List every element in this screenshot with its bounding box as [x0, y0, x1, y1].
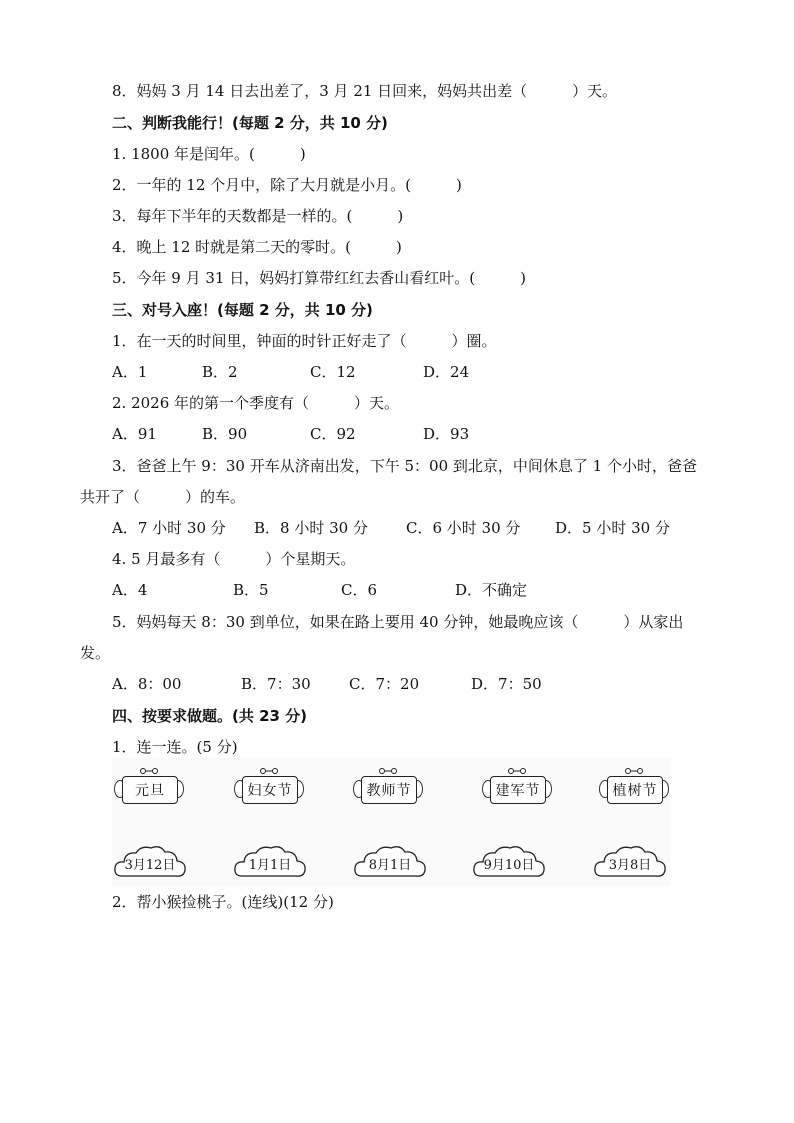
- choice-q1-option-d: D．24: [423, 363, 470, 381]
- choice-q1-option-c: C．12: [310, 363, 356, 381]
- choice-q3-option-a: A．7 小时 30 分: [112, 519, 226, 537]
- choice-q5-option-b: B．7：30: [241, 675, 311, 693]
- matching-question: 1．连一连。(5 分): [112, 738, 238, 756]
- choice-q2: 2. 2026 年的第一个季度有（ ）天。: [112, 394, 400, 412]
- choice-q4: 4. 5 月最多有（ ）个星期天。: [112, 550, 356, 568]
- judge-item-3: 3．每年下半年的天数都是一样的。( ): [112, 207, 404, 225]
- choice-q4-option-b: B．5: [233, 581, 269, 599]
- holiday-label: 妇女节: [242, 776, 298, 804]
- choice-q3-line1: 3．爸爸上午 9：30 开车从济南出发，下午 5：00 到北京，中间休息了 1 个小时，爸爸: [112, 457, 697, 475]
- judge-item-5: 5．今年 9 月 31 日，妈妈打算带红红去香山看红叶。( ): [112, 269, 526, 287]
- choice-q5-option-a: A．8：00: [112, 675, 182, 693]
- holiday-sign-2[interactable]: [234, 764, 304, 808]
- choice-q5-line2: 发。: [80, 644, 111, 662]
- choice-q5-option-c: C．7：20: [349, 675, 420, 693]
- bow-icon: [379, 766, 397, 776]
- choice-q1-option-a: A．1: [112, 363, 148, 381]
- choice-q2-option-c: C．92: [310, 425, 356, 443]
- date-cloud-2[interactable]: [232, 842, 308, 880]
- holiday-sign-5[interactable]: [599, 764, 669, 808]
- date-cloud-4[interactable]: [471, 842, 547, 880]
- date-cloud-1[interactable]: [112, 842, 188, 880]
- choice-q4-option-d: D．不确定: [455, 581, 528, 599]
- choice-q3-option-c: C．6 小时 30 分: [406, 519, 521, 537]
- holiday-label: 教师节: [361, 776, 417, 804]
- holiday-sign-3[interactable]: [353, 764, 423, 808]
- date-label: 3月12日: [124, 857, 176, 873]
- section-4-title: 四、按要求做题。(共 23 分): [112, 707, 308, 725]
- date-label: 1月1日: [248, 857, 292, 873]
- date-label: 8月1日: [368, 857, 412, 873]
- holiday-label: 元旦: [122, 776, 178, 804]
- choice-q4-option-a: A．4: [112, 581, 148, 599]
- judge-item-1: 1. 1800 年是闰年。( ): [112, 145, 306, 163]
- holiday-label: 建军节: [490, 776, 546, 804]
- holiday-sign-4[interactable]: [482, 764, 552, 808]
- choice-q1: 1．在一天的时间里，钟面的时针正好走了（ ）圈。: [112, 332, 497, 350]
- holiday-label: 植树节: [607, 776, 663, 804]
- judge-item-2: 2．一年的 12 个月中，除了大月就是小月。( ): [112, 176, 462, 194]
- date-cloud-3[interactable]: [352, 842, 428, 880]
- choice-q5-option-d: D．7：50: [471, 675, 542, 693]
- section-2-title: 二、判断我能行！(每题 2 分，共 10 分): [112, 114, 388, 132]
- choice-q2-option-a: A．91: [112, 425, 157, 443]
- date-label: 9月10日: [483, 857, 535, 873]
- bow-icon: [260, 766, 278, 776]
- monkey-peach-question: 2．帮小猴捡桃子。(连线)(12 分): [112, 893, 334, 911]
- judge-item-4: 4．晚上 12 时就是第二天的零时。( ): [112, 238, 402, 256]
- choice-q5-line1: 5．妈妈每天 8：30 到单位，如果在路上要用 40 分钟，她最晚应该（ ）从家出: [112, 613, 684, 631]
- date-cloud-5[interactable]: [592, 842, 668, 880]
- matching-panel: [112, 758, 670, 886]
- section-3-title: 三、对号入座！(每题 2 分，共 10 分): [112, 301, 373, 319]
- choice-q3-line2: 共开了（ ）的车。: [80, 488, 246, 506]
- bow-icon: [508, 766, 526, 776]
- choice-q3-option-d: D．5 小时 30 分: [555, 519, 670, 537]
- choice-q1-option-b: B．2: [202, 363, 238, 381]
- choice-q2-option-d: D．93: [423, 425, 470, 443]
- date-label: 3月8日: [608, 857, 652, 873]
- bow-icon: [625, 766, 643, 776]
- bow-icon: [140, 766, 158, 776]
- choice-q4-option-c: C．6: [341, 581, 378, 599]
- question-8: 8．妈妈 3 月 14 日去出差了，3 月 21 日回来，妈妈共出差（ ）天。: [112, 82, 618, 100]
- choice-q3-option-b: B．8 小时 30 分: [254, 519, 368, 537]
- choice-q2-option-b: B．90: [202, 425, 248, 443]
- holiday-sign-1[interactable]: [114, 764, 184, 808]
